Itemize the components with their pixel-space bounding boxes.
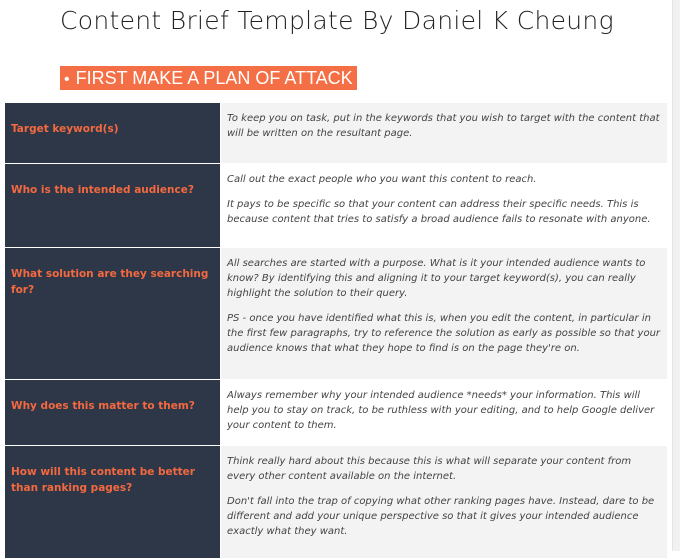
row-label: What solution are they searching for? (11, 268, 209, 296)
section-heading-text: FIRST MAKE A PLAN OF ATTACK (75, 68, 353, 88)
section-heading (60, 66, 357, 90)
row-label: Target keyword(s) (11, 123, 119, 135)
row-paragraph: To keep you on task, put in the keywords that you wish to target with the content that will be written on the resultant page. (227, 113, 660, 139)
row-content-cell[interactable] (221, 446, 668, 559)
row-label-cell (5, 164, 221, 248)
row-paragraph: Don't fall into the trap of copying what other ranking pages have. Instead, dare to be different and add your unique perspective so that it gives your intended audience exactly what they want. (227, 496, 655, 537)
scrollbar-track[interactable] (672, 0, 680, 551)
content-brief-table (4, 102, 668, 559)
row-label-cell (5, 446, 221, 559)
row-paragraph: PS - once you have identified what this is, when you edit the content, in particular in the first few paragraphs, try to reference the solution as early as possible so that your audience knows that what they hope to find is on the page they're on. (227, 313, 661, 354)
row-content-cell[interactable] (221, 164, 668, 248)
row-label: Who is the intended audience? (11, 184, 194, 196)
table-row (5, 446, 668, 559)
row-content-cell[interactable] (221, 380, 668, 446)
row-paragraph: Always remember why your intended audience *needs* your information. This will help you to stay on track, to be ruthless with your editing, and to help Google deliver your content to them. (227, 390, 655, 431)
row-label: Why does this matter to them? (11, 400, 195, 412)
row-paragraph: Call out the exact people who you want this content to reach. (227, 174, 537, 185)
row-content-cell[interactable] (221, 103, 668, 164)
table-row (5, 103, 668, 164)
row-paragraph: It pays to be specific so that your content can address their specific needs. This is because content that tries to satisfy a broad audience fails to resonate with anyone. (227, 199, 651, 225)
row-label-cell (5, 248, 221, 380)
row-label-cell (5, 103, 221, 164)
row-paragraph: All searches are started with a purpose. What is it your intended audience wants to know? By identifying this and aligning it to your target keyword(s), you can really highlight the solution to their query. (227, 258, 646, 299)
row-content-cell[interactable] (221, 248, 668, 380)
table-row (5, 164, 668, 248)
row-paragraph: Think really hard about this because this is what will separate your content from every other content available on the internet. (227, 456, 632, 482)
row-label-cell (5, 380, 221, 446)
page-title: Content Brief Template By Daniel K Cheung (60, 6, 614, 35)
row-label: How will this content be better than ranking pages? (11, 466, 195, 494)
bullet-icon: • (64, 71, 70, 88)
table-row (5, 248, 668, 380)
table-row (5, 380, 668, 446)
